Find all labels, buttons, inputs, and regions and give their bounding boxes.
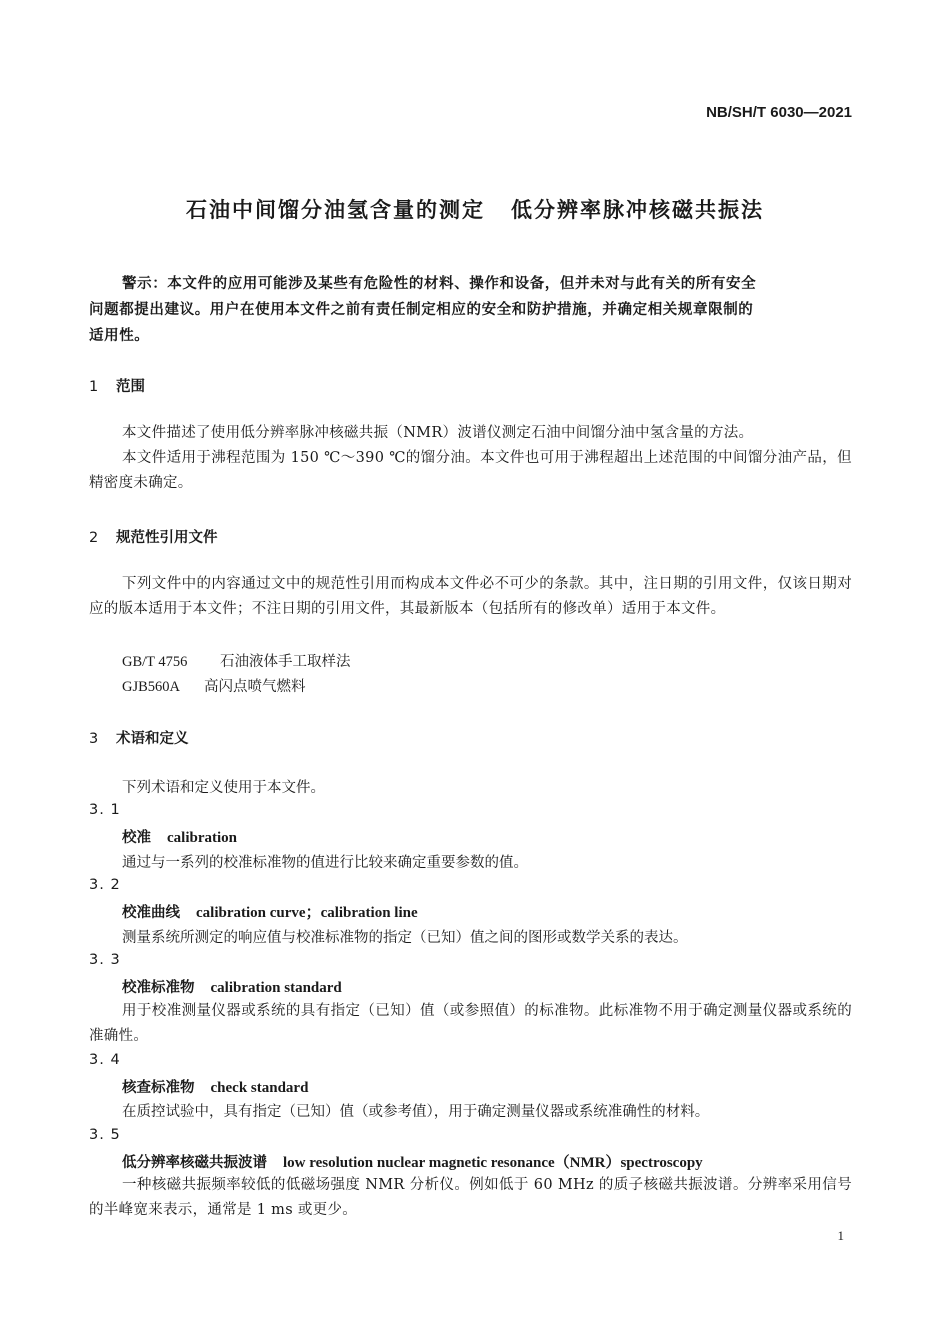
- term-en: calibration: [167, 830, 237, 846]
- term-heading: [122, 976, 342, 997]
- section-number: 2: [89, 530, 99, 546]
- term-number: 3. 3: [89, 952, 121, 968]
- term-en: low resolution nuclear magnetic resonance（NMR）spectroscopy: [283, 1155, 703, 1171]
- term-heading: [122, 1076, 308, 1097]
- normative-reference: [122, 675, 306, 696]
- term-heading: [122, 901, 418, 922]
- term-definition: 测量系统所测定的响应值与校准标准物的指定（已知）值之间的图形或数学关系的表达。: [122, 930, 688, 946]
- title-part1: 石油中间馏分油氢含量的测定: [186, 198, 485, 222]
- reference-code: GB/T 4756: [122, 654, 188, 670]
- term-definition: 用于校准测量仪器或系统的具有指定（已知）值（或参照值）的标准物。此标准物不用于确定测量仪器或系统的准确性。: [89, 1003, 852, 1044]
- term-heading: [122, 826, 237, 847]
- section-3-heading: [89, 727, 189, 748]
- term-zh: 校准曲线: [122, 905, 180, 921]
- section-title: 规范性引用文件: [116, 530, 218, 546]
- term-zh: 核查标准物: [122, 1080, 195, 1096]
- warning-line-3: 适用性。: [89, 328, 150, 344]
- section-2-heading: [89, 526, 218, 547]
- term-number: 3. 5: [89, 1127, 121, 1143]
- page-number: 1: [837, 1228, 844, 1243]
- section-number: 3: [89, 731, 99, 747]
- term-zh: 低分辨率核磁共振波谱: [122, 1155, 267, 1171]
- reference-code: GJB560A: [122, 679, 181, 695]
- term-number: 3. 2: [89, 877, 121, 893]
- section-2-paragraph-1: 下列文件中的内容通过文中的规范性引用而构成本文件必不可少的条款。其中，注日期的引用文件，仅该日期对应的版本适用于本文件；不注日期的引用文件，其最新版本（包括所有的修改单）适用于本文件。: [89, 576, 852, 617]
- document-title: [0, 194, 950, 224]
- section-number: 1: [89, 379, 99, 395]
- term-definition: 在质控试验中，具有指定（已知）值（或参考值），用于确定测量仪器或系统准确性的材料。: [122, 1104, 710, 1120]
- term-heading: [122, 1151, 703, 1172]
- section-title: 术语和定义: [116, 731, 189, 747]
- title-part2: 低分辨率脉冲核磁共振法: [511, 198, 764, 222]
- normative-reference: [122, 650, 351, 671]
- section-1-paragraph-1: 本文件描述了使用低分辨率脉冲核磁共振（NMR）波谱仪测定石油中间馏分油中氢含量的方法。: [122, 425, 754, 441]
- term-number: 3. 4: [89, 1052, 121, 1068]
- term-zh: 校准标准物: [122, 980, 195, 996]
- term-definition: 一种核磁共振频率较低的低磁场强度 NMR 分析仪。例如低于 60 MHz 的质子核磁共振波谱。分辨率采用信号的半峰宽来表示，通常是 1 ms 或更少。: [89, 1177, 852, 1218]
- section-3-intro: 下列术语和定义使用于本文件。: [122, 780, 325, 796]
- term-zh: 校准: [122, 830, 151, 846]
- term-number: 3. 1: [89, 802, 121, 818]
- section-1-paragraph-2: 本文件适用于沸程范围为 150 ℃～390 ℃的馏分油。本文件也可用于沸程超出上述范围的中间馏分油产品，但精密度未确定。: [89, 450, 852, 491]
- standard-number: NB/SH/T 6030—2021: [706, 104, 852, 121]
- term-en: calibration standard: [210, 980, 342, 996]
- term-en: calibration curve；calibration line: [196, 905, 418, 921]
- warning-notice: [89, 271, 852, 349]
- section-title: 范围: [116, 379, 145, 395]
- section-1-heading: [89, 375, 145, 396]
- warning-line-1: 警示：本文件的应用可能涉及某些有危险性的材料、操作和设备，但并未对与此有关的所有安全: [122, 276, 757, 292]
- warning-line-2: 问题都提出建议。用户在使用本文件之前有责任制定相应的安全和防护措施，并确定相关规章限制的: [89, 302, 754, 318]
- reference-title: 高闪点喷气燃料: [204, 679, 306, 695]
- term-en: check standard: [210, 1080, 309, 1096]
- reference-title: 石油液体手工取样法: [220, 654, 351, 670]
- term-definition: 通过与一系列的校准标准物的值进行比较来确定重要参数的值。: [122, 855, 528, 871]
